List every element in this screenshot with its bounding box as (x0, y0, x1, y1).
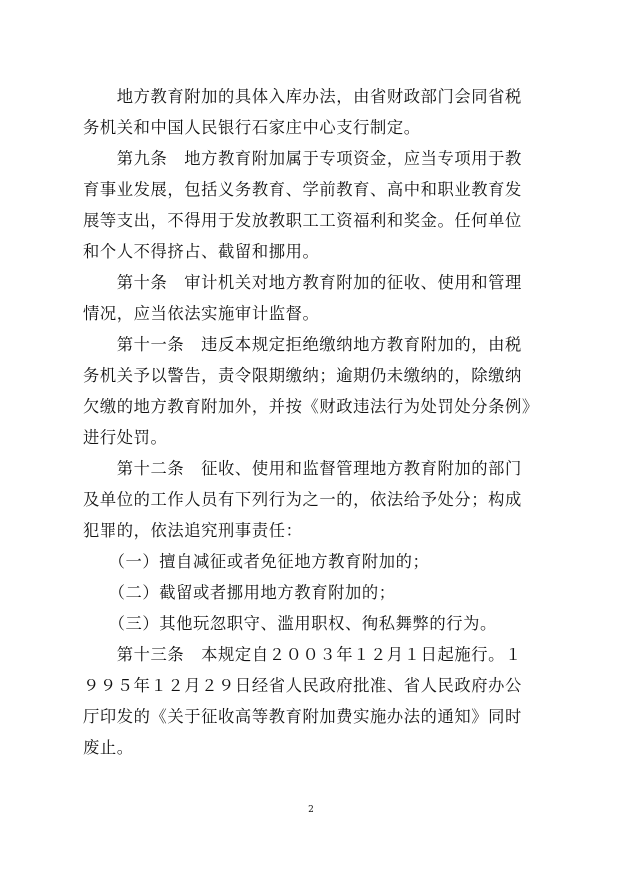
text-line: 务机关予以警告，责令限期缴纳；逾期仍未缴纳的，除缴纳 (83, 366, 522, 385)
text-line: 地方教育附加的具体入库办法，由省财政部门会同省税 (83, 87, 522, 106)
text-line: （二）截留或者挪用地方教育附加的； (83, 583, 396, 602)
text-line: 欠缴的地方教育附加外，并按《财政违法行为处罚处分条例》 (83, 397, 539, 416)
text-line: ９９５年１２月２９日经省人民政府批准、省人民政府办公 (83, 676, 522, 695)
text-line: 进行处罚。 (83, 428, 168, 447)
text-line: 展等支出，不得用于发放教职工工资福利和奖金。任何单位 (83, 211, 522, 230)
text-line: 育事业发展，包括义务教育、学前教育、高中和职业教育发 (83, 180, 522, 199)
text-line: （三）其他玩忽职守、滥用职权、徇私舞弊的行为。 (83, 614, 497, 633)
text-line: 第九条 地方教育附加属于专项资金，应当专项用于教 (83, 149, 522, 168)
text-line: 情况，应当依法实施审计监督。 (83, 304, 320, 323)
text-line: 第十二条 征收、使用和监督管理地方教育附加的部门 (83, 459, 522, 478)
text-line: 犯罪的，依法追究刑事责任： (83, 521, 303, 540)
text-line: 第十一条 违反本规定拒绝缴纳地方教育附加的，由税 (83, 335, 522, 354)
text-line: （一）擅自减征或者免征地方教育附加的； (83, 552, 430, 571)
text-line: 和个人不得挤占、截留和挪用。 (83, 242, 320, 261)
text-line: 废止。 (83, 738, 134, 757)
page-number: 2 (308, 805, 314, 815)
text-line: 第十三条 本规定自２００３年１２月１日起施行。１ (83, 645, 522, 664)
text-line: 及单位的工作人员有下列行为之一的，依法给予处分；构成 (83, 490, 522, 509)
text-line: 厅印发的《关于征收高等教育附加费实施办法的通知》同时 (83, 707, 522, 726)
text-line: 务机关和中国人民银行石家庄中心支行制定。 (83, 118, 421, 137)
text-line: 第十条 审计机关对地方教育附加的征收、使用和管理 (83, 273, 522, 292)
